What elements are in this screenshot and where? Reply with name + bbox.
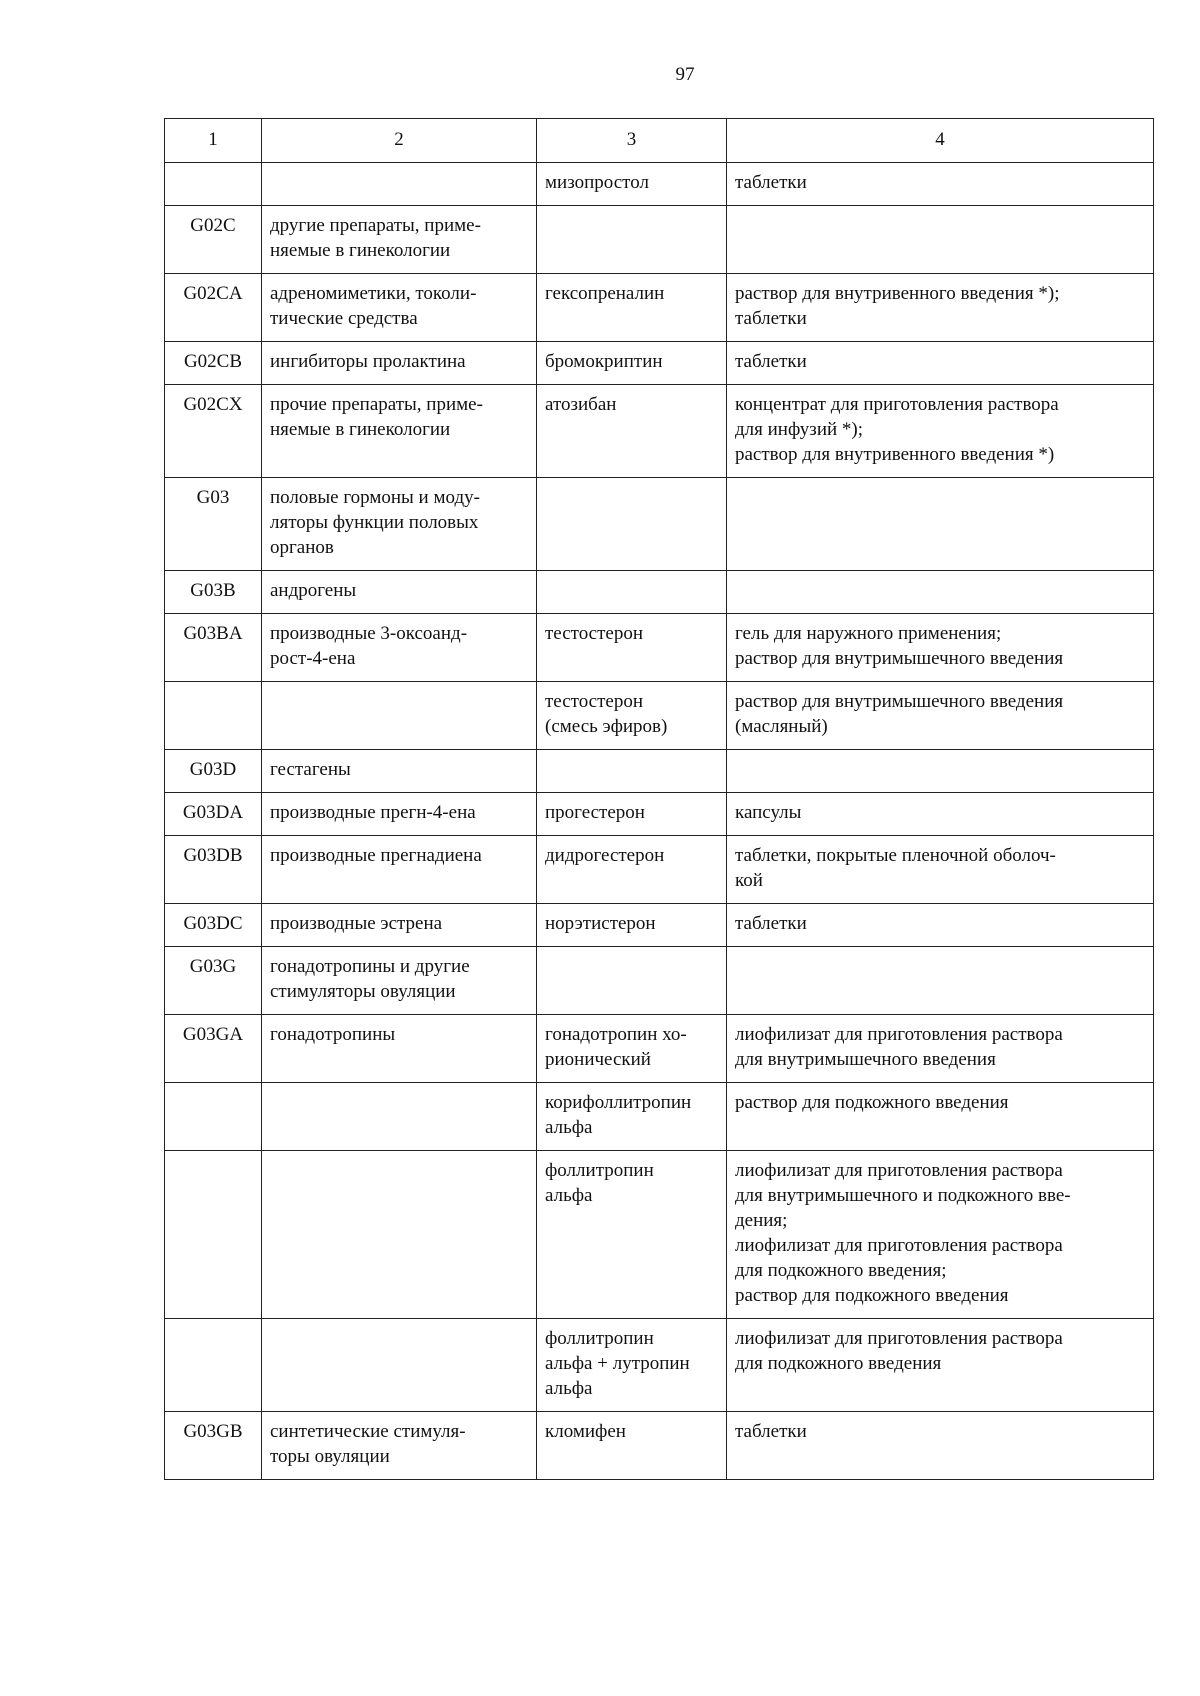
substance-line: альфа — [545, 1117, 593, 1138]
substance-line: (смесь эфиров) — [545, 716, 668, 737]
dosage-forms-line: таблетки — [735, 308, 807, 329]
table-header-row — [165, 119, 1154, 163]
atc-code-cell — [165, 1151, 262, 1319]
atc-code-cell: G03G — [165, 947, 262, 1015]
atc-code-cell: G03D — [165, 750, 262, 793]
atc-code-cell: G03GB — [165, 1412, 262, 1480]
substance-cell — [537, 793, 727, 836]
atc-code-cell: G03BA — [165, 614, 262, 682]
dosage-forms-line: для подкожного введения — [735, 1353, 942, 1374]
dosage-forms-cell — [727, 904, 1154, 947]
dosage-forms-line: таблетки — [735, 172, 807, 193]
substance-line: фоллитропин — [545, 1328, 654, 1349]
group-name-cell — [262, 614, 537, 682]
dosage-forms-line: для подкожного введения; — [735, 1260, 947, 1281]
table-row — [165, 385, 1154, 478]
dosage-forms-cell — [727, 1015, 1154, 1083]
substance-cell — [537, 904, 727, 947]
dosage-forms-line: раствор для подкожного введения — [735, 1092, 1009, 1113]
table-row — [165, 274, 1154, 342]
group-name-line: торы овуляции — [270, 1446, 390, 1467]
dosage-forms-cell — [727, 571, 1154, 614]
group-name-cell — [262, 1015, 537, 1083]
group-name-cell — [262, 947, 537, 1015]
dosage-forms-cell — [727, 385, 1154, 478]
atc-code-cell: G03DB — [165, 836, 262, 904]
group-name-cell — [262, 904, 537, 947]
table-row — [165, 750, 1154, 793]
atc-code-cell: G03DA — [165, 793, 262, 836]
substance-line: альфа — [545, 1378, 593, 1399]
column-header-1: 1 — [165, 119, 262, 163]
substance-cell — [537, 614, 727, 682]
atc-code-cell: G03 — [165, 478, 262, 571]
group-name-line: рост-4-ена — [270, 648, 356, 669]
group-name-cell — [262, 385, 537, 478]
dosage-forms-cell — [727, 1319, 1154, 1412]
atc-code-cell: G02CB — [165, 342, 262, 385]
dosage-forms-cell — [727, 206, 1154, 274]
atc-code-cell: G03DC — [165, 904, 262, 947]
group-name-line: адреномиметики, токоли- — [270, 283, 477, 304]
group-name-cell — [262, 1083, 537, 1151]
substance-cell — [537, 571, 727, 614]
group-name-cell — [262, 478, 537, 571]
atc-code-cell: G03B — [165, 571, 262, 614]
substance-cell — [537, 206, 727, 274]
atc-code-cell — [165, 1319, 262, 1412]
group-name-line: гонадотропины и другие — [270, 956, 470, 977]
group-name-cell — [262, 571, 537, 614]
group-name-line: синтетические стимуля- — [270, 1421, 466, 1442]
table-row — [165, 1083, 1154, 1151]
table-row — [165, 836, 1154, 904]
substance-line: альфа + лутропин — [545, 1353, 690, 1374]
table-row — [165, 478, 1154, 571]
dosage-forms-line: таблетки — [735, 913, 807, 934]
dosage-forms-line: раствор для внутривенного введения *) — [735, 444, 1055, 465]
dosage-forms-cell — [727, 1412, 1154, 1480]
atc-code-cell: G02CA — [165, 274, 262, 342]
dosage-forms-line: (масляный) — [735, 716, 828, 737]
table-row — [165, 1015, 1154, 1083]
table-row — [165, 163, 1154, 206]
substance-cell — [537, 342, 727, 385]
substance-line: корифоллитропин — [545, 1092, 692, 1113]
substance-line: гексопреналин — [545, 283, 665, 304]
substance-line: дидрогестерон — [545, 845, 665, 866]
table-row — [165, 342, 1154, 385]
table-row — [165, 1412, 1154, 1480]
dosage-forms-line: для внутримышечного и подкожного вве- — [735, 1185, 1071, 1206]
group-name-cell — [262, 342, 537, 385]
atc-code-cell — [165, 682, 262, 750]
dosage-forms-cell — [727, 342, 1154, 385]
dosage-forms-line: капсулы — [735, 802, 802, 823]
group-name-line: няемые в гинекологии — [270, 419, 451, 440]
dosage-forms-line: раствор для подкожного введения — [735, 1285, 1009, 1306]
group-name-line: гонадотропины — [270, 1024, 396, 1045]
group-name-cell — [262, 1412, 537, 1480]
table-row — [165, 614, 1154, 682]
dosage-forms-line: раствор для внутримышечного введения — [735, 691, 1064, 712]
table-row — [165, 1319, 1154, 1412]
dosage-forms-line: лиофилизат для приготовления раствора — [735, 1235, 1063, 1256]
group-name-line: производные 3-оксоанд- — [270, 623, 468, 644]
group-name-line: прочие препараты, приме- — [270, 394, 483, 415]
dosage-forms-cell — [727, 836, 1154, 904]
substance-line: альфа — [545, 1185, 593, 1206]
group-name-line: производные прегн-4-ена — [270, 802, 476, 823]
substance-cell — [537, 836, 727, 904]
dosage-forms-line: гель для наружного применения; — [735, 623, 1002, 644]
group-name-line: ляторы функции половых — [270, 512, 479, 533]
dosage-forms-line: таблетки — [735, 351, 807, 372]
page-number: 97 — [675, 64, 695, 85]
substance-cell — [537, 274, 727, 342]
substance-cell — [537, 1015, 727, 1083]
column-header-3: 3 — [537, 119, 727, 163]
substance-line: тестостерон — [545, 623, 644, 644]
dosage-forms-line: раствор для внутримышечного введения — [735, 648, 1064, 669]
group-name-cell — [262, 836, 537, 904]
group-name-cell — [262, 1319, 537, 1412]
atc-code-cell — [165, 163, 262, 206]
table-row — [165, 904, 1154, 947]
dosage-forms-line: лиофилизат для приготовления раствора — [735, 1024, 1063, 1045]
substance-line: кломифен — [545, 1421, 626, 1442]
group-name-line: органов — [270, 537, 334, 558]
substance-line: атозибан — [545, 394, 617, 415]
substance-cell — [537, 1151, 727, 1319]
table-row — [165, 682, 1154, 750]
group-name-cell — [262, 1151, 537, 1319]
group-name-line: андрогены — [270, 580, 357, 601]
substance-cell — [537, 947, 727, 1015]
table-row — [165, 1151, 1154, 1319]
substance-line: рионический — [545, 1049, 651, 1070]
substance-cell — [537, 1083, 727, 1151]
group-name-line: производные прегнадиена — [270, 845, 482, 866]
substance-cell — [537, 1412, 727, 1480]
substance-line: прогестерон — [545, 802, 645, 823]
group-name-cell — [262, 682, 537, 750]
group-name-line: стимуляторы овуляции — [270, 981, 456, 1002]
substance-cell — [537, 385, 727, 478]
atc-code-cell: G03GA — [165, 1015, 262, 1083]
substance-cell — [537, 750, 727, 793]
table-row — [165, 571, 1154, 614]
dosage-forms-cell — [727, 1083, 1154, 1151]
dosage-forms-line: лиофилизат для приготовления раствора — [735, 1160, 1063, 1181]
dosage-forms-cell — [727, 947, 1154, 1015]
dosage-forms-line: кой — [735, 870, 763, 891]
substance-line: норэтистерон — [545, 913, 656, 934]
substance-line: бромокриптин — [545, 351, 663, 372]
column-header-2: 2 — [262, 119, 537, 163]
drug-classification-table — [164, 118, 1154, 1480]
atc-code-cell — [165, 1083, 262, 1151]
substance-line: фоллитропин — [545, 1160, 654, 1181]
column-header-4: 4 — [727, 119, 1154, 163]
dosage-forms-line: концентрат для приготовления раствора — [735, 394, 1059, 415]
dosage-forms-line: для инфузий *); — [735, 419, 864, 440]
table-row — [165, 793, 1154, 836]
group-name-line: тические средства — [270, 308, 418, 329]
substance-line: мизопростол — [545, 172, 649, 193]
table-row — [165, 947, 1154, 1015]
group-name-line: гестагены — [270, 759, 351, 780]
group-name-cell — [262, 163, 537, 206]
group-name-cell — [262, 750, 537, 793]
group-name-line: производные эстрена — [270, 913, 443, 934]
group-name-cell — [262, 206, 537, 274]
dosage-forms-cell — [727, 750, 1154, 793]
atc-code-cell: G02CX — [165, 385, 262, 478]
dosage-forms-line: таблетки, покрытые пленочной оболоч- — [735, 845, 1056, 866]
dosage-forms-cell — [727, 163, 1154, 206]
group-name-line: няемые в гинекологии — [270, 240, 451, 261]
dosage-forms-cell — [727, 274, 1154, 342]
dosage-forms-cell — [727, 478, 1154, 571]
substance-cell — [537, 682, 727, 750]
dosage-forms-line: раствор для внутривенного введения *); — [735, 283, 1060, 304]
dosage-forms-line: для внутримышечного введения — [735, 1049, 996, 1070]
substance-cell — [537, 1319, 727, 1412]
dosage-forms-cell — [727, 1151, 1154, 1319]
substance-line: гонадотропин хо- — [545, 1024, 687, 1045]
substance-cell — [537, 163, 727, 206]
dosage-forms-line: дения; — [735, 1210, 788, 1231]
substance-line: тестостерон — [545, 691, 644, 712]
dosage-forms-cell — [727, 614, 1154, 682]
group-name-line: половые гормоны и моду- — [270, 487, 480, 508]
group-name-cell — [262, 274, 537, 342]
table-row — [165, 206, 1154, 274]
group-name-cell — [262, 793, 537, 836]
dosage-forms-line: лиофилизат для приготовления раствора — [735, 1328, 1063, 1349]
atc-code-cell: G02C — [165, 206, 262, 274]
dosage-forms-cell — [727, 682, 1154, 750]
dosage-forms-line: таблетки — [735, 1421, 807, 1442]
dosage-forms-cell — [727, 793, 1154, 836]
substance-cell — [537, 478, 727, 571]
group-name-line: ингибиторы пролактина — [270, 351, 466, 372]
group-name-line: другие препараты, приме- — [270, 215, 481, 236]
